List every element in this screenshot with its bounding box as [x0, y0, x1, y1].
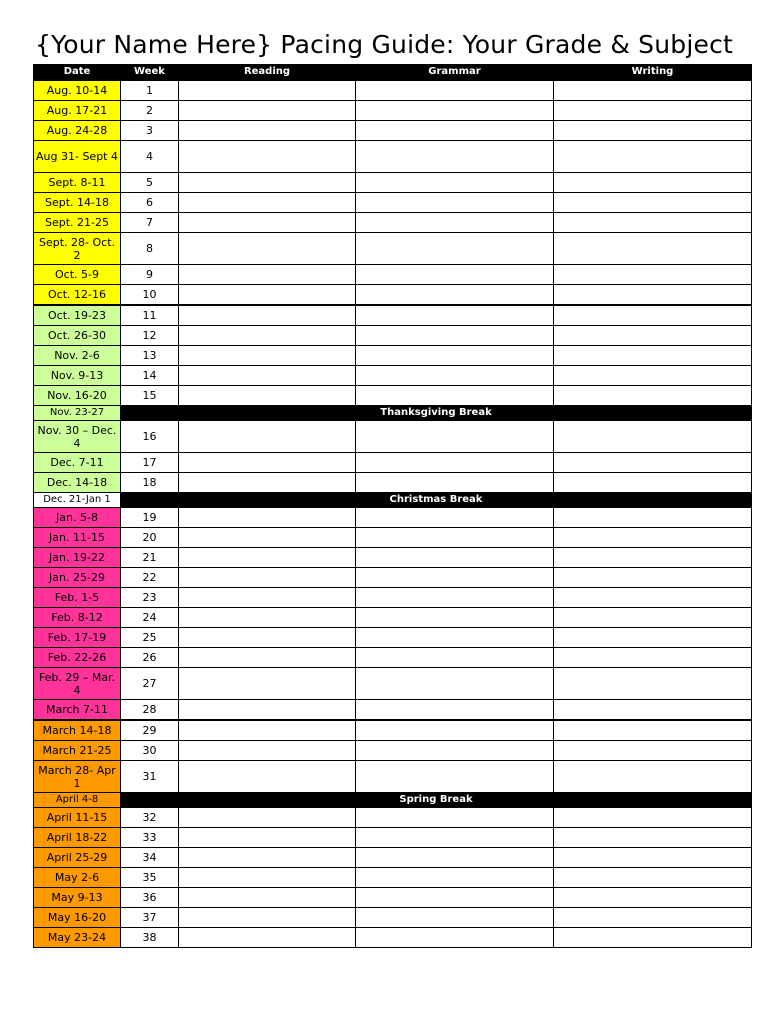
grammar-cell[interactable]: [356, 193, 554, 213]
date-cell: Sept. 21-25: [34, 213, 121, 233]
reading-cell[interactable]: [179, 700, 356, 721]
week-cell: 24: [121, 608, 179, 628]
reading-cell[interactable]: [179, 720, 356, 741]
table-row: [34, 366, 752, 386]
date-cell: March 28- Apr 1: [34, 761, 121, 793]
writing-cell[interactable]: [554, 508, 752, 528]
header-grammar: Grammar: [356, 64, 554, 81]
table-row: [34, 81, 752, 101]
date-cell: Feb. 29 – Mar. 4: [34, 668, 121, 700]
grammar-cell[interactable]: [356, 326, 554, 346]
week-cell: 5: [121, 173, 179, 193]
grammar-cell[interactable]: [356, 173, 554, 193]
grammar-cell[interactable]: [356, 421, 554, 453]
writing-cell[interactable]: [554, 346, 752, 366]
reading-cell[interactable]: [179, 908, 356, 928]
date-cell: May 23-24: [34, 928, 121, 948]
table-row: [34, 908, 752, 928]
week-cell: 20: [121, 528, 179, 548]
table-row: [34, 720, 752, 741]
date-cell: Dec. 14-18: [34, 473, 121, 493]
reading-cell[interactable]: [179, 668, 356, 700]
reading-cell[interactable]: [179, 648, 356, 668]
table-row: [34, 588, 752, 608]
date-cell: Dec. 7-11: [34, 453, 121, 473]
table-row: [34, 761, 752, 793]
table-row: [34, 473, 752, 493]
grammar-cell[interactable]: [356, 265, 554, 285]
reading-cell[interactable]: [179, 265, 356, 285]
week-cell: 17: [121, 453, 179, 473]
grammar-cell[interactable]: [356, 508, 554, 528]
grammar-cell[interactable]: [356, 213, 554, 233]
grammar-cell[interactable]: [356, 386, 554, 406]
date-cell: March 21-25: [34, 741, 121, 761]
date-cell: April 4-8: [34, 793, 121, 808]
week-cell: 26: [121, 648, 179, 668]
date-cell: April 11-15: [34, 808, 121, 828]
grammar-cell[interactable]: [356, 233, 554, 265]
table-row: [34, 141, 752, 173]
grammar-cell[interactable]: [356, 720, 554, 741]
pacing-table: [33, 64, 752, 948]
reading-cell[interactable]: [179, 548, 356, 568]
date-cell: Feb. 22-26: [34, 648, 121, 668]
reading-cell[interactable]: [179, 808, 356, 828]
table-row: [34, 101, 752, 121]
reading-cell[interactable]: [179, 848, 356, 868]
week-cell: 16: [121, 421, 179, 453]
table-row: [34, 700, 752, 721]
writing-cell[interactable]: [554, 908, 752, 928]
grammar-cell[interactable]: [356, 548, 554, 568]
grammar-cell[interactable]: [356, 888, 554, 908]
date-cell: Oct. 19-23: [34, 305, 121, 326]
date-cell: Nov. 30 – Dec. 4: [34, 421, 121, 453]
week-cell: 34: [121, 848, 179, 868]
reading-cell[interactable]: [179, 828, 356, 848]
table-row: [34, 213, 752, 233]
break-row: [34, 406, 752, 421]
writing-cell[interactable]: [554, 366, 752, 386]
week-cell: 22: [121, 568, 179, 588]
date-cell: Sept. 8-11: [34, 173, 121, 193]
date-cell: Jan. 25-29: [34, 568, 121, 588]
date-cell: March 14-18: [34, 720, 121, 741]
table-row: [34, 608, 752, 628]
date-cell: March 7-11: [34, 700, 121, 721]
week-cell: 21: [121, 548, 179, 568]
date-cell: Aug. 24-28: [34, 121, 121, 141]
writing-cell[interactable]: [554, 141, 752, 173]
header-row: [34, 64, 752, 81]
grammar-cell[interactable]: [356, 868, 554, 888]
reading-cell[interactable]: [179, 453, 356, 473]
grammar-cell[interactable]: [356, 928, 554, 948]
reading-cell[interactable]: [179, 285, 356, 306]
break-row: [34, 793, 752, 808]
date-cell: Dec. 21-Jan 1: [34, 493, 121, 508]
reading-cell[interactable]: [179, 233, 356, 265]
week-cell: 4: [121, 141, 179, 173]
reading-cell[interactable]: [179, 305, 356, 326]
date-cell: Sept. 14-18: [34, 193, 121, 213]
table-row: [34, 828, 752, 848]
writing-cell[interactable]: [554, 848, 752, 868]
grammar-cell[interactable]: [356, 285, 554, 306]
table-row: [34, 285, 752, 306]
date-cell: Jan. 11-15: [34, 528, 121, 548]
week-cell: 35: [121, 868, 179, 888]
week-cell: 23: [121, 588, 179, 608]
reading-cell[interactable]: [179, 421, 356, 453]
date-cell: April 25-29: [34, 848, 121, 868]
grammar-cell[interactable]: [356, 741, 554, 761]
grammar-cell[interactable]: [356, 101, 554, 121]
table-row: [34, 528, 752, 548]
reading-cell[interactable]: [179, 608, 356, 628]
table-row: [34, 346, 752, 366]
table-row: [34, 326, 752, 346]
date-cell: Aug. 10-14: [34, 81, 121, 101]
table-row: [34, 121, 752, 141]
table-row: [34, 265, 752, 285]
header-writing: Writing: [554, 64, 752, 81]
table-row: [34, 808, 752, 828]
table-row: [34, 928, 752, 948]
header-reading: Reading: [179, 64, 356, 81]
date-cell: Feb. 17-19: [34, 628, 121, 648]
reading-cell[interactable]: [179, 121, 356, 141]
table-row: [34, 741, 752, 761]
table-row: [34, 233, 752, 265]
writing-cell[interactable]: [554, 193, 752, 213]
table-row: [34, 173, 752, 193]
reading-cell[interactable]: [179, 761, 356, 793]
reading-cell[interactable]: [179, 888, 356, 908]
break-label: Christmas Break: [121, 493, 752, 508]
writing-cell[interactable]: [554, 700, 752, 721]
date-cell: May 9-13: [34, 888, 121, 908]
reading-cell[interactable]: [179, 528, 356, 548]
date-cell: Jan. 19-22: [34, 548, 121, 568]
writing-cell[interactable]: [554, 173, 752, 193]
week-cell: 12: [121, 326, 179, 346]
reading-cell[interactable]: [179, 366, 356, 386]
grammar-cell[interactable]: [356, 568, 554, 588]
reading-cell[interactable]: [179, 508, 356, 528]
week-cell: 3: [121, 121, 179, 141]
date-cell: Jan. 5-8: [34, 508, 121, 528]
grammar-cell[interactable]: [356, 366, 554, 386]
writing-cell[interactable]: [554, 81, 752, 101]
header-date: Date: [34, 64, 121, 81]
writing-cell[interactable]: [554, 741, 752, 761]
grammar-cell[interactable]: [356, 648, 554, 668]
reading-cell[interactable]: [179, 473, 356, 493]
writing-cell[interactable]: [554, 648, 752, 668]
date-cell: Feb. 8-12: [34, 608, 121, 628]
week-cell: 25: [121, 628, 179, 648]
date-cell: Nov. 9-13: [34, 366, 121, 386]
reading-cell[interactable]: [179, 326, 356, 346]
week-cell: 19: [121, 508, 179, 528]
date-cell: April 18-22: [34, 828, 121, 848]
date-cell: Nov. 2-6: [34, 346, 121, 366]
table-row: [34, 868, 752, 888]
week-cell: 33: [121, 828, 179, 848]
date-cell: Aug. 17-21: [34, 101, 121, 121]
week-cell: 15: [121, 386, 179, 406]
reading-cell[interactable]: [179, 346, 356, 366]
grammar-cell[interactable]: [356, 848, 554, 868]
reading-cell[interactable]: [179, 741, 356, 761]
writing-cell[interactable]: [554, 548, 752, 568]
reading-cell[interactable]: [179, 588, 356, 608]
table-row: [34, 421, 752, 453]
reading-cell[interactable]: [179, 193, 356, 213]
week-cell: 32: [121, 808, 179, 828]
grammar-cell[interactable]: [356, 141, 554, 173]
writing-cell[interactable]: [554, 828, 752, 848]
reading-cell[interactable]: [179, 928, 356, 948]
date-cell: Nov. 16-20: [34, 386, 121, 406]
writing-cell[interactable]: [554, 101, 752, 121]
writing-cell[interactable]: [554, 528, 752, 548]
grammar-cell[interactable]: [356, 346, 554, 366]
grammar-cell[interactable]: [356, 761, 554, 793]
week-cell: 6: [121, 193, 179, 213]
break-label: Spring Break: [121, 793, 752, 808]
page-title: {Your Name Here} Pacing Guide: Your Grade & Subject: [34, 30, 734, 59]
grammar-cell[interactable]: [356, 588, 554, 608]
break-row: [34, 493, 752, 508]
writing-cell[interactable]: [554, 213, 752, 233]
week-cell: 28: [121, 700, 179, 721]
date-cell: May 2-6: [34, 868, 121, 888]
writing-cell[interactable]: [554, 421, 752, 453]
table-row: [34, 888, 752, 908]
week-cell: 30: [121, 741, 179, 761]
writing-cell[interactable]: [554, 568, 752, 588]
week-cell: 31: [121, 761, 179, 793]
writing-cell[interactable]: [554, 453, 752, 473]
writing-cell[interactable]: [554, 628, 752, 648]
grammar-cell[interactable]: [356, 828, 554, 848]
reading-cell[interactable]: [179, 386, 356, 406]
week-cell: 18: [121, 473, 179, 493]
week-cell: 9: [121, 265, 179, 285]
week-cell: 37: [121, 908, 179, 928]
reading-cell[interactable]: [179, 568, 356, 588]
table-row: [34, 668, 752, 700]
week-cell: 14: [121, 366, 179, 386]
week-cell: 10: [121, 285, 179, 306]
writing-cell[interactable]: [554, 285, 752, 306]
table-row: [34, 548, 752, 568]
date-cell: Oct. 12-16: [34, 285, 121, 306]
header-week: Week: [121, 64, 179, 81]
week-cell: 27: [121, 668, 179, 700]
grammar-cell[interactable]: [356, 305, 554, 326]
date-cell: Oct. 5-9: [34, 265, 121, 285]
writing-cell[interactable]: [554, 928, 752, 948]
date-cell: Oct. 26-30: [34, 326, 121, 346]
date-cell: Aug 31- Sept 4: [34, 141, 121, 173]
week-cell: 2: [121, 101, 179, 121]
writing-cell[interactable]: [554, 121, 752, 141]
date-cell: May 16-20: [34, 908, 121, 928]
table-row: [34, 453, 752, 473]
writing-cell[interactable]: [554, 265, 752, 285]
writing-cell[interactable]: [554, 608, 752, 628]
reading-cell[interactable]: [179, 141, 356, 173]
writing-cell[interactable]: [554, 720, 752, 741]
table-row: [34, 305, 752, 326]
reading-cell[interactable]: [179, 628, 356, 648]
writing-cell[interactable]: [554, 888, 752, 908]
table-row: [34, 386, 752, 406]
table-row: [34, 193, 752, 213]
grammar-cell[interactable]: [356, 908, 554, 928]
writing-cell[interactable]: [554, 473, 752, 493]
reading-cell[interactable]: [179, 81, 356, 101]
date-cell: Sept. 28- Oct. 2: [34, 233, 121, 265]
writing-cell[interactable]: [554, 761, 752, 793]
week-cell: 7: [121, 213, 179, 233]
reading-cell[interactable]: [179, 213, 356, 233]
date-cell: Nov. 23-27: [34, 406, 121, 421]
writing-cell[interactable]: [554, 868, 752, 888]
grammar-cell[interactable]: [356, 668, 554, 700]
writing-cell[interactable]: [554, 668, 752, 700]
table-row: [34, 508, 752, 528]
writing-cell[interactable]: [554, 326, 752, 346]
table-row: [34, 568, 752, 588]
writing-cell[interactable]: [554, 386, 752, 406]
week-cell: 38: [121, 928, 179, 948]
writing-cell[interactable]: [554, 233, 752, 265]
grammar-cell[interactable]: [356, 453, 554, 473]
grammar-cell[interactable]: [356, 473, 554, 493]
date-cell: Feb. 1-5: [34, 588, 121, 608]
table-row: [34, 848, 752, 868]
week-cell: 13: [121, 346, 179, 366]
week-cell: 36: [121, 888, 179, 908]
week-cell: 29: [121, 720, 179, 741]
grammar-cell[interactable]: [356, 528, 554, 548]
week-cell: 8: [121, 233, 179, 265]
grammar-cell[interactable]: [356, 628, 554, 648]
reading-cell[interactable]: [179, 101, 356, 121]
table-row: [34, 648, 752, 668]
grammar-cell[interactable]: [356, 608, 554, 628]
week-cell: 1: [121, 81, 179, 101]
reading-cell[interactable]: [179, 868, 356, 888]
writing-cell[interactable]: [554, 588, 752, 608]
grammar-cell[interactable]: [356, 81, 554, 101]
grammar-cell[interactable]: [356, 700, 554, 721]
reading-cell[interactable]: [179, 173, 356, 193]
table-row: [34, 628, 752, 648]
writing-cell[interactable]: [554, 305, 752, 326]
grammar-cell[interactable]: [356, 121, 554, 141]
writing-cell[interactable]: [554, 808, 752, 828]
week-cell: 11: [121, 305, 179, 326]
break-label: Thanksgiving Break: [121, 406, 752, 421]
grammar-cell[interactable]: [356, 808, 554, 828]
